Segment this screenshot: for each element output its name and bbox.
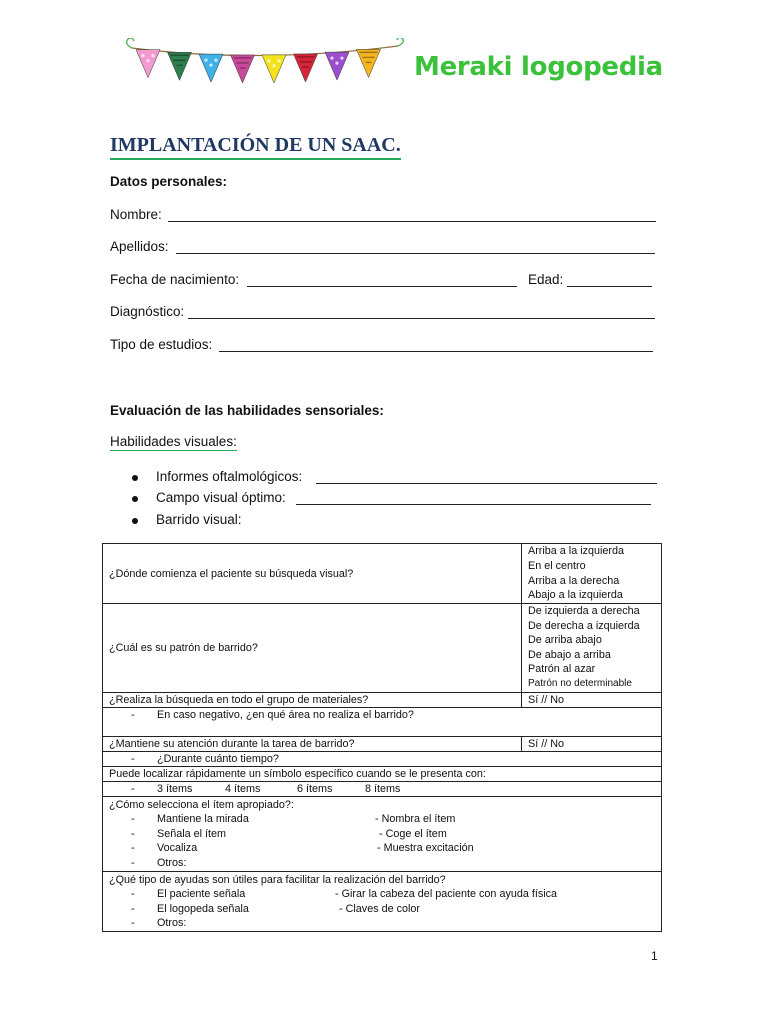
bunting-flag <box>231 55 255 83</box>
item-count-option[interactable]: 3 ítems <box>157 782 193 795</box>
option-text[interactable]: De arriba abajo <box>528 634 602 647</box>
option-text[interactable]: - Coge el ítem <box>379 827 447 840</box>
option-text[interactable]: Arriba a la izquierda <box>528 545 625 558</box>
option-text[interactable]: Arriba a la derecha <box>528 574 620 587</box>
edad-label: Edad: <box>528 272 564 287</box>
estudios-field-line[interactable] <box>219 351 653 352</box>
option-text[interactable]: Patrón no determinable <box>528 677 632 689</box>
bullet-barrido: Barrido visual: <box>156 512 242 527</box>
flag-dot <box>214 58 217 61</box>
option-text[interactable]: En el centro <box>528 559 586 572</box>
option-text[interactable]: El paciente señala <box>157 888 246 901</box>
flag-dot <box>330 57 333 60</box>
personal-data-heading: Datos personales: <box>110 174 228 189</box>
diagnostico-field-line[interactable] <box>188 318 655 319</box>
question-text: ¿Qué tipo de ayudas son útiles para facilitar la realización del barrido? <box>109 873 446 886</box>
table-row <box>103 736 662 751</box>
dash-marker: - <box>131 917 135 930</box>
dash-marker: - <box>131 752 135 765</box>
diagnostico-label: Diagnóstico: <box>110 304 185 319</box>
option-text[interactable]: Abajo a la izquierda <box>528 589 623 602</box>
option-text[interactable]: De derecha a izquierda <box>528 619 640 632</box>
table-row <box>103 751 662 766</box>
sub-question-cell <box>103 707 662 736</box>
brand-logo-text: Meraki logopedia <box>414 52 663 82</box>
table-row <box>103 544 662 604</box>
swirl-left <box>127 38 134 48</box>
bunting-flag <box>168 52 192 80</box>
option-text[interactable]: Señala el ítem <box>157 827 227 840</box>
item-count-option[interactable]: 6 ítems <box>297 782 333 795</box>
sub-question-cell <box>103 751 662 766</box>
selection-cell <box>103 796 662 871</box>
sub-question-text: En caso negativo, ¿en qué área no realiza el barrido? <box>157 708 414 721</box>
bullet-icon <box>132 496 138 502</box>
question-cell: Puede localizar rápidamente un símbolo específico cuando se le presenta con: <box>103 766 662 781</box>
yes-no-cell[interactable]: Sí // No <box>522 692 662 707</box>
campo-visual-field-line[interactable] <box>296 504 651 505</box>
flag-dot <box>267 59 270 62</box>
table-row <box>103 604 662 693</box>
aids-cell <box>103 871 662 931</box>
dash-marker: - <box>131 856 135 869</box>
dash-marker: - <box>131 842 135 855</box>
bunting-decoration <box>118 38 414 98</box>
table-row <box>103 766 662 781</box>
tipo-estudios-label: Tipo de estudios: <box>110 337 213 352</box>
informes-field-line[interactable] <box>316 483 657 484</box>
swirl-right <box>397 38 403 46</box>
question-text: ¿Cómo selecciona el ítem apropiado?: <box>109 798 294 811</box>
dash-marker: - <box>131 888 135 901</box>
flag-dot <box>272 64 275 67</box>
page-number: 1 <box>651 949 658 963</box>
option-text[interactable]: El logopeda señala <box>157 902 249 915</box>
option-text[interactable]: - Girar la cabeza del paciente con ayuda física <box>335 888 558 901</box>
dash-marker: - <box>131 902 135 915</box>
apellidos-label: Apellidos: <box>110 239 169 254</box>
nombre-label: Nombre: <box>110 207 162 222</box>
dash-marker: - <box>131 827 135 840</box>
question-cell: ¿Dónde comienza el paciente su búsqueda visual? <box>103 544 522 604</box>
bunting-flag <box>325 52 349 80</box>
visual-scanning-table <box>102 543 662 932</box>
option-text[interactable]: Otros: <box>157 856 187 869</box>
bunting-flag <box>136 50 160 78</box>
bullet-icon <box>132 518 138 524</box>
option-text[interactable]: De abajo a arriba <box>528 648 611 661</box>
flag-dot <box>141 54 144 57</box>
option-text[interactable]: De izquierda a derecha <box>528 605 640 617</box>
sub-question-text: ¿Durante cuánto tiempo? <box>157 752 279 765</box>
yes-no-cell[interactable]: Sí // No <box>522 736 662 751</box>
bunting-flag <box>262 55 286 83</box>
edad-field-line[interactable] <box>567 286 652 287</box>
flag-dot <box>277 59 280 62</box>
option-text[interactable]: Mantiene la mirada <box>157 813 249 826</box>
visual-skills-heading: Habilidades visuales: <box>110 434 237 449</box>
table-row <box>103 781 662 796</box>
flag-dot <box>204 58 207 61</box>
dash-marker: - <box>131 782 135 795</box>
bunting-flag <box>199 54 223 82</box>
bunting-flag <box>294 54 318 82</box>
nombre-field-line[interactable] <box>168 221 656 222</box>
item-count-option[interactable]: 8 ítems <box>365 782 401 795</box>
bullet-icon <box>132 475 138 481</box>
bullet-informes: Informes oftalmológicos: <box>156 469 303 484</box>
option-text[interactable]: Vocaliza <box>157 842 198 855</box>
page-title: IMPLANTACIÓN DE UN SAAC. <box>110 134 401 160</box>
option-text[interactable]: - Claves de color <box>339 902 421 915</box>
table-row <box>103 796 662 871</box>
table-row <box>103 707 662 736</box>
options-cell <box>522 544 662 604</box>
sensory-heading: Evaluación de las habilidades sensoriales: <box>110 403 384 418</box>
flag-dot <box>209 63 212 66</box>
bunting-flag <box>357 49 381 77</box>
options-cell <box>522 604 662 693</box>
flag-dot <box>146 59 149 62</box>
apellidos-field-line[interactable] <box>176 253 655 254</box>
question-cell: ¿Cuál es su patrón de barrido? <box>103 604 522 693</box>
dash-marker: - <box>131 813 135 826</box>
option-text[interactable]: - Muestra excitación <box>377 842 474 855</box>
fecha-nacimiento-label: Fecha de nacimiento: <box>110 272 240 287</box>
table-row <box>103 692 662 707</box>
item-count-option[interactable]: 4 ítems <box>225 782 261 795</box>
dash-marker: - <box>131 708 135 721</box>
question-cell: ¿Mantiene su atención durante la tarea de barrido? <box>103 736 522 751</box>
bullet-campo-visual: Campo visual óptimo: <box>156 490 286 505</box>
table-row <box>103 871 662 931</box>
question-cell: ¿Realiza la búsqueda en todo el grupo de materiales? <box>103 692 522 707</box>
option-text[interactable]: Otros: <box>157 917 187 930</box>
flag-dot <box>151 54 154 57</box>
fecha-field-line[interactable] <box>247 286 517 287</box>
flag-dot <box>335 62 338 65</box>
option-text[interactable]: Patrón al azar <box>528 663 596 676</box>
flag-dot <box>340 57 343 60</box>
items-count-cell <box>103 781 662 796</box>
option-text[interactable]: - Nombra el ítem <box>375 813 456 826</box>
